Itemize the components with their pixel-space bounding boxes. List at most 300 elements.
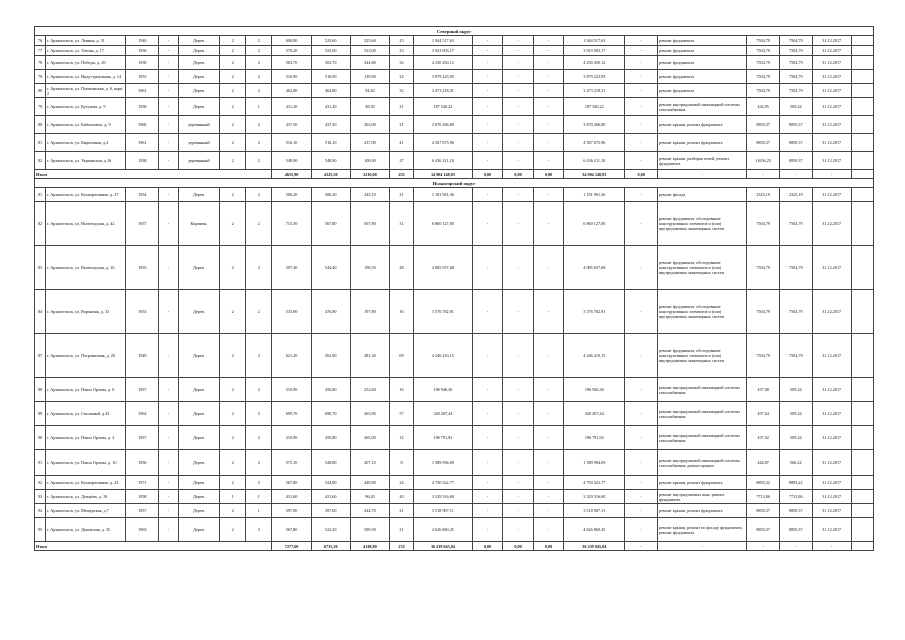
cell-liv: 431,60 <box>311 490 350 504</box>
cell-mat: Дерев. <box>178 56 219 70</box>
cell-date: 31.12.2017 <box>812 290 851 334</box>
cell-own: 320 207,44 <box>564 402 625 426</box>
cell-date: 31.12.2017 <box>812 188 851 202</box>
cell-n: 82 <box>35 202 46 246</box>
cell-ent: 2 <box>246 290 272 334</box>
total-spec: - <box>747 542 780 551</box>
cell-year: 1955 <box>126 246 159 290</box>
cell-oth: - <box>625 56 658 70</box>
housing-table <box>34 26 874 551</box>
cell-ent: 3 <box>246 402 272 426</box>
cell-oth: - <box>625 202 658 246</box>
table-body <box>35 27 874 551</box>
cell-cost: 6 860 127,00 <box>413 202 472 246</box>
cell-ent: 2 <box>246 246 272 290</box>
cell-date: 31.12.2017 <box>812 134 851 152</box>
total-liv2: 4149,80 <box>350 542 389 551</box>
cell-reg: - <box>503 426 534 450</box>
cell-max: 509,24 <box>779 402 812 426</box>
cell-spec: 7504,79 <box>747 46 780 56</box>
cell-liv2: 139,90 <box>350 70 389 84</box>
cell-max: 7504,79 <box>779 46 812 56</box>
total-label: Итого <box>35 170 272 179</box>
cell-empty <box>851 426 873 450</box>
cell-ent: 2 <box>246 56 272 70</box>
cell-fund: - <box>472 426 503 450</box>
cell-date: 31.12.2017 <box>812 426 851 450</box>
cell-year: 1957 <box>126 426 159 450</box>
cell-oth: - <box>625 134 658 152</box>
cell-max: 7504,79 <box>779 56 812 70</box>
cell-reg: - <box>503 518 534 542</box>
cell-own: 187 540,22 <box>564 98 625 116</box>
cell-ent: 2 <box>246 46 272 56</box>
cell-c3: - <box>159 202 179 246</box>
cell-address: г. Архангельск, ул. Кооперативная, д. 23 <box>45 476 126 490</box>
cell-cost: 1 589 994,09 <box>413 450 472 476</box>
cell-fund: - <box>472 378 503 402</box>
cell-liv: 548,90 <box>311 152 350 170</box>
cell-ppl: 57 <box>390 402 414 426</box>
cell-own: 3 329 316,60 <box>564 490 625 504</box>
cell-reg: - <box>503 402 534 426</box>
cell-liv: 437,50 <box>311 116 350 134</box>
table-row <box>35 490 874 504</box>
cell-liv2: 207,10 <box>350 450 389 476</box>
cell-liv: 522,20 <box>311 518 350 542</box>
cell-empty <box>851 36 873 46</box>
cell-empty <box>851 202 873 246</box>
cell-reg: - <box>503 504 534 518</box>
cell-spec: 8850,37 <box>747 134 780 152</box>
cell-fl: 2 <box>220 402 246 426</box>
cell-reg: - <box>503 246 534 290</box>
total-liv: 4325,50 <box>311 170 350 179</box>
cell-cost: 3 870 266,80 <box>413 116 472 134</box>
cell-empty <box>851 542 873 551</box>
cell-work: ремонт фасада <box>657 188 746 202</box>
cell-ent: 3 <box>246 476 272 490</box>
cell-oth: - <box>625 402 658 426</box>
cell-work: ремонт крыши, ремонт фундамента <box>657 116 746 134</box>
table-row <box>35 290 874 334</box>
cell-year: 1961 <box>126 134 159 152</box>
cell-loc: - <box>533 518 564 542</box>
cell-ent: 2 <box>246 426 272 450</box>
cell-cost: 3 329 316,60 <box>413 490 472 504</box>
cell-oth: - <box>625 116 658 134</box>
cell-year: 1957 <box>126 504 159 518</box>
cell-year: 1961 <box>126 84 159 98</box>
cell-spec: 7504,79 <box>747 246 780 290</box>
total-max: - <box>779 170 812 179</box>
table-row <box>35 378 874 402</box>
cell-own: 3 870 266,80 <box>564 116 625 134</box>
cell-reg: - <box>503 290 534 334</box>
total-loc: 0,00 <box>533 542 564 551</box>
cell-own: 3 473 218,31 <box>564 84 625 98</box>
cell-n: 82 <box>35 152 46 170</box>
cell-liv2: 523,00 <box>350 46 389 56</box>
cell-cost: 3 923 003,17 <box>413 46 472 56</box>
cell-reg: - <box>503 202 534 246</box>
cell-work: ремонт фундамента, обследование конструктивных элементов и (или) внутридомовых инженерных систем <box>657 202 746 246</box>
table-row <box>35 188 874 202</box>
table-row <box>35 152 874 170</box>
cell-address: г. Архангельск, ул. Титова, д. 17 <box>45 46 126 56</box>
cell-fund: - <box>472 290 503 334</box>
cell-fund: - <box>472 202 503 246</box>
cell-loc: - <box>533 152 564 170</box>
cell-n: 91 <box>35 450 46 476</box>
cell-year: 1938 <box>126 152 159 170</box>
cell-ent: 2 <box>246 70 272 84</box>
cell-work: ремонт крыши, разборка печей, ремонт фундамента <box>657 152 746 170</box>
cell-area: 570,20 <box>272 46 311 56</box>
cell-fl: 2 <box>220 476 246 490</box>
cell-mat: Дерев. <box>178 402 219 426</box>
cell-empty <box>851 70 873 84</box>
total-own: 36 239 045,04 <box>564 542 625 551</box>
cell-oth: - <box>625 450 658 476</box>
cell-fund: - <box>472 490 503 504</box>
cell-c3: - <box>159 152 179 170</box>
cell-own: 4 246 210,15 <box>564 334 625 378</box>
cell-n: 89 <box>35 402 46 426</box>
cell-max: 509,24 <box>779 98 812 116</box>
cell-loc: - <box>533 202 564 246</box>
cell-ent: 3 <box>246 518 272 542</box>
cell-liv: 563,90 <box>311 334 350 378</box>
cell-reg: - <box>503 84 534 98</box>
cell-spec: 7504,79 <box>747 84 780 98</box>
cell-spec: 11656,25 <box>747 152 780 170</box>
cell-cost: 4 085 657,68 <box>413 246 472 290</box>
cell-address: г. Архангельск, ул. Дежнёва, д. 19 <box>45 490 126 504</box>
cell-loc: - <box>533 476 564 490</box>
cell-oth: - <box>625 334 658 378</box>
total-reg: 0,00 <box>503 542 534 551</box>
table-row <box>35 36 874 46</box>
cell-own: 3 518 907,11 <box>564 504 625 518</box>
cell-liv: 397,00 <box>311 504 350 518</box>
cell-liv: 431,20 <box>311 98 350 116</box>
cell-max: 8850,37 <box>779 504 812 518</box>
cell-reg: - <box>503 450 534 476</box>
cell-ent: 2 <box>246 84 272 98</box>
cell-max: 7504,79 <box>779 70 812 84</box>
table-row <box>35 476 874 490</box>
cell-max: 7504,79 <box>779 202 812 246</box>
cell-area: 533,90 <box>272 290 311 334</box>
total-cost: 36 239 045,04 <box>413 542 472 551</box>
cell-empty <box>851 450 873 476</box>
cell-oth: - <box>625 290 658 334</box>
cell-loc: - <box>533 70 564 84</box>
cell-mat: Дерев. <box>178 290 219 334</box>
cell-fund: - <box>472 402 503 426</box>
cell-spec: 8893,22 <box>747 476 780 490</box>
cell-reg: - <box>503 36 534 46</box>
cell-n: 80 <box>35 116 46 134</box>
cell-area: 608,80 <box>272 36 311 46</box>
cell-work: ремонт фундамента <box>657 70 746 84</box>
cell-ent: 1 <box>246 98 272 116</box>
cell-c3: - <box>159 476 179 490</box>
cell-ppl: 31 <box>390 202 414 246</box>
cell-address: г. Архангельск, ул. Вычегодская, д. 42 <box>45 202 126 246</box>
table-row <box>35 70 874 84</box>
cell-c3: - <box>159 46 179 56</box>
cell-cost: 3 576 782,91 <box>413 290 472 334</box>
cell-ppl: 41 <box>390 134 414 152</box>
table-row <box>35 98 874 116</box>
cell-cost: 320 207,44 <box>413 402 472 426</box>
cell-n: 84 <box>35 290 46 334</box>
cell-liv2: 48,50 <box>350 98 389 116</box>
cell-work: ремонт внутридомовой инженерной системы газоснабжения <box>657 402 746 426</box>
cell-address: г. Архангельск, ул. Пограничная, д. 20 <box>45 334 126 378</box>
cell-year: 1957 <box>126 202 159 246</box>
cell-loc: - <box>533 188 564 202</box>
cell-liv2: 244,70 <box>350 504 389 518</box>
cell-reg: - <box>503 490 534 504</box>
cell-empty <box>851 378 873 402</box>
cell-fl: 1 <box>220 490 246 504</box>
cell-mat: Дерев. <box>178 188 219 202</box>
cell-spec: 7713,86 <box>747 490 780 504</box>
cell-empty <box>851 246 873 290</box>
cell-work: ремонт крыши, ремонт фундамента <box>657 476 746 490</box>
cell-max: 8850,37 <box>779 134 812 152</box>
cell-year: 1960 <box>126 116 159 134</box>
cell-ppl: 28 <box>390 246 414 290</box>
cell-work: ремонт фундамента, обследование конструктивных элементов и (или) внутридомовых инженерных систем <box>657 246 746 290</box>
cell-date: 31.12.2017 <box>812 46 851 56</box>
total-own: 34 904 148,83 <box>564 170 625 179</box>
table-row <box>35 450 874 476</box>
cell-fund: - <box>472 152 503 170</box>
cell-own: 4 567 675,96 <box>564 134 625 152</box>
cell-work: ремонт внутридомовой инженерной системы газоснабжения <box>657 378 746 402</box>
cell-n: 95 <box>35 518 46 542</box>
cell-n: 79 <box>35 98 46 116</box>
table-row <box>35 334 874 378</box>
cell-own: 4 626 860,45 <box>564 518 625 542</box>
cell-year: 1953 <box>126 70 159 84</box>
cell-liv: 456,80 <box>311 378 350 402</box>
cell-spec: 7504,79 <box>747 202 780 246</box>
cell-area: 567,80 <box>272 476 311 490</box>
cell-work: ремонт фундамента, обследование конструктивных элементов и (или) внутридомовых инженерных систем <box>657 290 746 334</box>
cell-cost: 196 791,92 <box>413 426 472 450</box>
section-header <box>35 27 874 36</box>
cell-loc: - <box>533 402 564 426</box>
cell-fl: 2 <box>220 116 246 134</box>
cell-own: 196 946,36 <box>564 378 625 402</box>
cell-date: 31.12.2017 <box>812 450 851 476</box>
total-reg: 0,00 <box>503 170 534 179</box>
cell-address: г. Архангельск, ул. Победы, д. 20 <box>45 56 126 70</box>
cell-fl: 2 <box>220 188 246 202</box>
cell-fund: - <box>472 334 503 378</box>
cell-work: ремонт фундамента, обследование конструктивных элементов и (или) внутридомовых инженерных систем <box>657 334 746 378</box>
cell-max: 509,24 <box>779 426 812 450</box>
cell-mat: деревянный <box>178 152 219 170</box>
cell-empty <box>851 290 873 334</box>
cell-max: 8850,37 <box>779 152 812 170</box>
cell-liv: 544,40 <box>311 246 350 290</box>
cell-own: 4 750 322,77 <box>564 476 625 490</box>
cell-date: 31.12.2017 <box>812 98 851 116</box>
cell-fl: 2 <box>220 152 246 170</box>
cell-area: 510,90 <box>272 378 311 402</box>
cell-own: 1 181 961,36 <box>564 188 625 202</box>
cell-fund: - <box>472 36 503 46</box>
cell-area: 431,20 <box>272 98 311 116</box>
cell-liv: 462,80 <box>311 84 350 98</box>
cell-fund: - <box>472 246 503 290</box>
cell-c3: - <box>159 116 179 134</box>
cell-cost: 6 436 211,18 <box>413 152 472 170</box>
cell-fund: - <box>472 518 503 542</box>
cell-ppl: 12 <box>390 426 414 450</box>
cell-area: 621,20 <box>272 334 311 378</box>
table-row <box>35 246 874 290</box>
cell-max: 7504,79 <box>779 84 812 98</box>
cell-year: 1940 <box>126 36 159 46</box>
cell-own: 3 576 782,91 <box>564 290 625 334</box>
cell-ent: 2 <box>246 116 272 134</box>
cell-max: 566,24 <box>779 450 812 476</box>
cell-c3: - <box>159 378 179 402</box>
cell-spec: 8850,37 <box>747 504 780 518</box>
table-row <box>35 426 874 450</box>
cell-date: 31.12.2017 <box>812 402 851 426</box>
cell-address: г. Архангельск, ул. Индустриальная, д. 14 <box>45 70 126 84</box>
total-row <box>35 542 874 551</box>
cell-fl: 2 <box>220 378 246 402</box>
cell-max: 8893,22 <box>779 476 812 490</box>
cell-liv: 516,90 <box>311 70 350 84</box>
cell-area: 503,70 <box>272 56 311 70</box>
total-ppl: 253 <box>390 170 414 179</box>
cell-spec: 8850,37 <box>747 116 780 134</box>
cell-loc: - <box>533 450 564 476</box>
cell-oth: - <box>625 70 658 84</box>
cell-ent: 2 <box>246 134 272 152</box>
cell-oth: - <box>625 84 658 98</box>
total-ppl: 274 <box>390 542 414 551</box>
cell-address: г. Архангельск, ул. Кирпичная, д.4 <box>45 134 126 152</box>
cell-date: 31.12.2017 <box>812 152 851 170</box>
cell-work: ремонт внутридомовой инженерной системы газоснабжения <box>657 426 746 450</box>
cell-year: 1954 <box>126 188 159 202</box>
cell-fl: 2 <box>220 334 246 378</box>
cell-mat: Дерев. <box>178 246 219 290</box>
cell-own: 1 944 517,63 <box>564 36 625 46</box>
cell-date: 31.12.2017 <box>812 116 851 134</box>
cell-address: г. Архангельск, ул. Павла Орлова, д. 4 <box>45 426 126 450</box>
cell-c3: - <box>159 70 179 84</box>
cell-fund: - <box>472 188 503 202</box>
cell-date: 31.12.2017 <box>812 518 851 542</box>
cell-ppl: 21 <box>390 188 414 202</box>
cell-n: 80 <box>35 84 46 98</box>
cell-reg: - <box>503 134 534 152</box>
cell-oth: - <box>625 152 658 170</box>
cell-area: 715,50 <box>272 202 311 246</box>
cell-area: 431,60 <box>272 490 311 504</box>
cell-area: 567,80 <box>272 518 311 542</box>
cell-fund: - <box>472 56 503 70</box>
cell-loc: - <box>533 98 564 116</box>
cell-ent: 2 <box>246 334 272 378</box>
cell-mat: Дерев. <box>178 36 219 46</box>
cell-spec: 434,95 <box>747 98 780 116</box>
cell-year: 1963 <box>126 518 159 542</box>
cell-c3: - <box>159 134 179 152</box>
cell-empty <box>851 402 873 426</box>
cell-area: 699,70 <box>272 402 311 426</box>
cell-address: г. Архангельск, ул. Павла Орлова, д. 6 <box>45 378 126 402</box>
cell-date: 31.12.2017 <box>812 378 851 402</box>
cell-n: 94 <box>35 504 46 518</box>
total-date: - <box>812 170 851 179</box>
cell-oth: - <box>625 46 658 56</box>
cell-work: ремонт внутридомовой инженерной системы газоснабжения <box>657 98 746 116</box>
table-row <box>35 402 874 426</box>
cell-year: 1962 <box>126 402 159 426</box>
cell-area: 516,90 <box>272 70 311 84</box>
cell-empty <box>851 170 873 179</box>
total-liv2: 2210,00 <box>350 170 389 179</box>
cell-fl: 2 <box>220 504 246 518</box>
cell-cost: 4 750 322,77 <box>413 476 472 490</box>
cell-loc: - <box>533 246 564 290</box>
cell-fl: 2 <box>220 246 246 290</box>
total-spec: - <box>747 170 780 179</box>
cell-empty <box>851 504 873 518</box>
cell-n: 83 <box>35 246 46 290</box>
cell-fund: - <box>472 116 503 134</box>
cell-empty <box>851 134 873 152</box>
table-row <box>35 134 874 152</box>
cell-ppl: 32 <box>390 56 414 70</box>
cell-fl: 2 <box>220 426 246 450</box>
cell-work: ремонт фундамента <box>657 36 746 46</box>
cell-mat: Дерев. <box>178 84 219 98</box>
cell-empty <box>851 84 873 98</box>
cell-n: 79 <box>35 70 46 84</box>
cell-ppl: 23 <box>390 46 414 56</box>
total-cost: 34 904 148,83 <box>413 170 472 179</box>
cell-empty <box>851 152 873 170</box>
cell-area: 462,80 <box>272 84 311 98</box>
cell-c3: - <box>159 98 179 116</box>
cell-spec: 457,64 <box>747 402 780 426</box>
cell-area: 575,10 <box>272 450 311 476</box>
cell-n: 78 <box>35 56 46 70</box>
cell-ppl: 20 <box>390 490 414 504</box>
cell-ppl: 24 <box>390 70 414 84</box>
cell-c3: - <box>159 56 179 70</box>
cell-liv2: 567,80 <box>350 202 389 246</box>
cell-date: 31.12.2017 <box>812 56 851 70</box>
cell-oth: - <box>625 378 658 402</box>
cell-year: 1936 <box>126 46 159 56</box>
cell-liv: 690,70 <box>311 402 350 426</box>
